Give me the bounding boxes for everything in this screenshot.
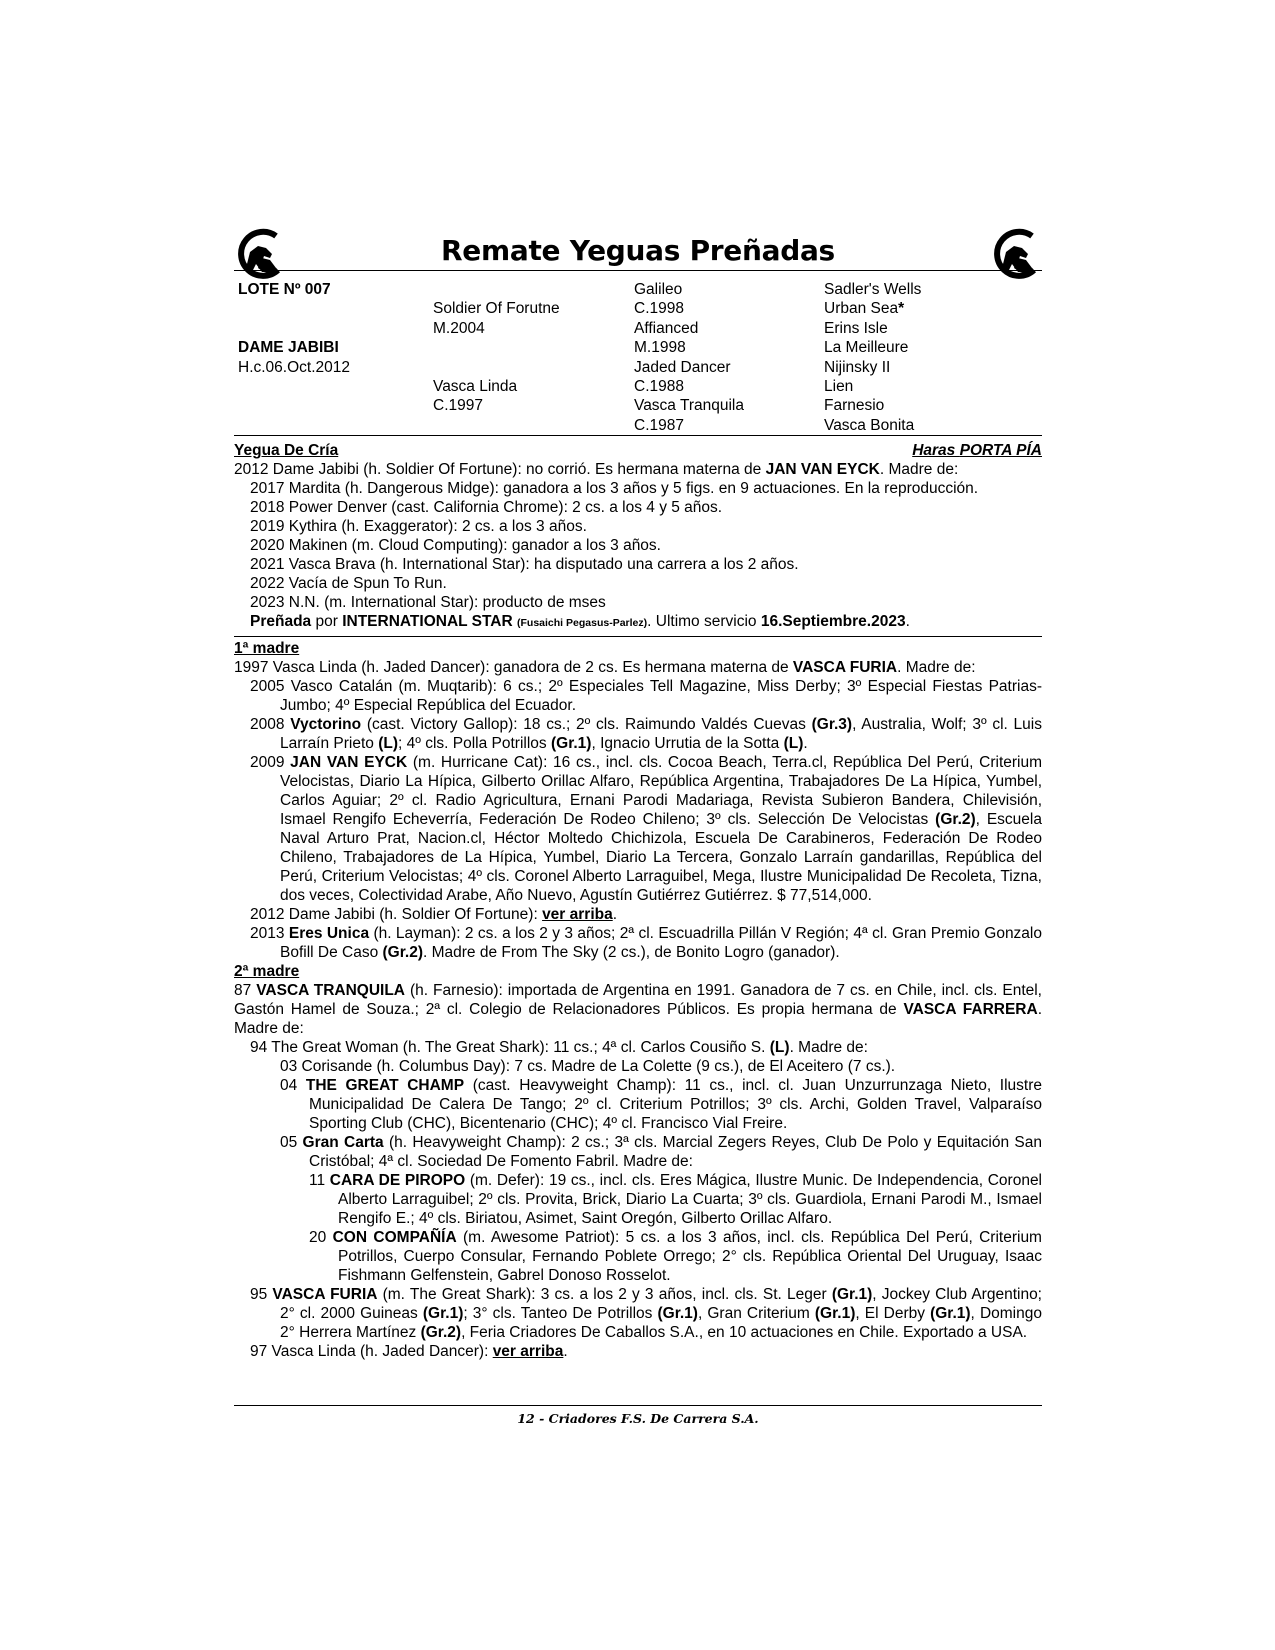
- text-bold: (Gr.1): [422, 1305, 464, 1322]
- text-bold: 16.Septiembre.2023: [760, 613, 906, 630]
- text: 11: [309, 1172, 330, 1189]
- lot-label: LOTE Nº 007: [238, 281, 331, 298]
- text-bold: THE GREAT CHAMP: [305, 1077, 465, 1094]
- text-bold: JAN VAN EYCK: [290, 754, 408, 771]
- haras-label: [912, 441, 1042, 460]
- text: 1997 Vasca Linda (h. Jaded Dancer): ganadora de 2 cs. Es hermana materna de: [234, 659, 793, 676]
- text-bold: (Gr.2): [935, 811, 976, 828]
- text-bold: JAN VAN EYCK: [765, 461, 880, 478]
- list-item: [234, 1285, 1042, 1342]
- text-small: (Fusaichi Pegasus-Parlez): [517, 617, 648, 629]
- text: , Jockey Club Argentino; 2° cl. 2000 Guineas: [280, 1286, 1042, 1322]
- gen2-item: C.1988: [634, 377, 684, 395]
- text: (cast. Heavyweight Champ): 11 cs., incl. cl. Juan Unzurrunzaga Nieto, Ilustre Municipalidad De Calera De Tango; 2º cl. Criterium Potrillos; 3º cls. Archi, Golden Travel, Valparaíso Sporting Club (CHC), Bicentenario (CHC); 4º cl. Francisco Vial Freire.: [309, 1077, 1042, 1132]
- gen3-item: Urban Sea: [824, 300, 899, 318]
- list-item: 2022 Vacía de Spun To Run.: [250, 575, 447, 592]
- text-bold: Vyctorino: [290, 716, 362, 733]
- text-bold: VASCA FURIA: [792, 659, 898, 676]
- list-item: 2005 Vasco Catalán (m. Muqtarib): 6 cs.; 2º Especiales Tell Magazine, Miss Derby; 3º Especial Fiestas Patrias-Jumbo; 4º Especial República del Ecuador.: [250, 678, 1042, 714]
- section-heading: 1ª madre: [234, 640, 300, 657]
- text: , Gran Criterium: [697, 1305, 815, 1322]
- text: . Madre de:: [789, 1039, 868, 1056]
- madre2-intro: [234, 981, 1042, 1038]
- text: (m. The Great Shark): 3 cs. a los 2 y 3 años, incl. cls. St. Leger: [377, 1286, 832, 1303]
- section-heading: Yegua De Cría: [234, 442, 339, 459]
- text: ; 4º cls. Polla Potrillos: [398, 735, 551, 752]
- list-item: [234, 715, 1042, 753]
- list-item: 2019 Kythira (h. Exaggerator): 2 cs. a los 3 años.: [250, 518, 587, 535]
- horse-info: H.c.06.Oct.2012: [238, 358, 351, 376]
- gen2-item: C.1987: [634, 416, 684, 434]
- text: 87: [234, 982, 257, 999]
- text: , Ignacio Urrutia de la Sotta: [591, 735, 784, 752]
- text: (h. Layman): 2 cs. a los 2 y 3 años; 2ª cl. Escuadrilla Pillán V Región; 4ª cl. Gran Premio Gonzalo Bofill De Caso: [280, 925, 1042, 961]
- haras-prefix: Haras: [912, 442, 960, 459]
- list-item: 2023 N.N. (m. International Star): producto de mses: [250, 594, 606, 611]
- document-body: [234, 441, 1042, 1361]
- page-title: Remate Yeguas Preñadas: [441, 234, 835, 267]
- dam-name: Vasca Linda: [433, 377, 518, 395]
- gen3-item: Sadler's Wells: [824, 281, 922, 298]
- list-item: [234, 1342, 1042, 1361]
- divider: [234, 1405, 1042, 1406]
- cria-header: [234, 441, 1042, 460]
- haras-name: PORTA PÍA: [959, 442, 1042, 459]
- text: .: [612, 906, 618, 923]
- text-bold: CARA DE PIROPO: [329, 1172, 466, 1189]
- text: . Madre de:: [879, 461, 959, 478]
- text: .: [803, 735, 808, 752]
- list-item: [234, 1038, 1042, 1057]
- text-bold: (L): [769, 1039, 790, 1056]
- text: 97 Vasca Linda (h. Jaded Dancer):: [250, 1343, 493, 1360]
- text-bold: (Gr.1): [930, 1305, 971, 1322]
- gen3-item: Lien: [824, 377, 854, 395]
- gen3-item: Vasca Bonita: [824, 416, 915, 434]
- page-footer: 12 - Criadores F.S. De Carrera S.A.: [517, 1411, 759, 1426]
- dam-info: C.1997: [433, 397, 483, 415]
- text: , Escuela Naval Arturo Prat, Nacion.cl, Héctor Moltedo Chichizola, Escuela De Carabineros, Federación De Rodeo Chileno, Trabajadores de La Hípica, Yumbel, Diario La Tercera, Gonzalo Larraín gandarillas, República del Perú, Criterium Velocistas; 4º cls. Coronel Alberto Larraguibel, Mega, Ilustre Municipalidad De Recoleta, Tizna, dos veces, Colectividad Arabe, Año Nuevo, Agustín Gutiérrez Gutiérrez. $ 77,514,000.: [280, 811, 1042, 904]
- list-item: [234, 905, 1042, 924]
- text-bold: INTERNATIONAL STAR: [342, 613, 513, 630]
- list-item: 2021 Vasca Brava (h. International Star): ha disputado una carrera a los 2 años.: [250, 556, 799, 573]
- horse-name: DAME JABIBI: [238, 339, 339, 357]
- text: , Domingo 2° Herrera Martínez: [280, 1305, 1042, 1341]
- gen2-item: Galileo: [634, 281, 683, 298]
- text-bold: (Gr.2): [420, 1324, 462, 1341]
- text-bold: Preñada: [250, 613, 312, 630]
- madre1-intro: [234, 658, 1042, 677]
- cria-intro: [234, 460, 1042, 479]
- text-bold: VASCA FURIA: [272, 1286, 378, 1303]
- text: (h. Heavyweight Champ): 2 cs.; 3ª cls. Marcial Zegers Reyes, Club De Polo y Equitación San Cristóbal; 4ª cl. Sociedad De Fomento Fabril. Madre de:: [309, 1134, 1042, 1170]
- gen2-item: M.1998: [634, 339, 686, 357]
- text: , Feria Criadores De Caballos S.A., en 10 actuaciones en Chile. Exportado a USA.: [461, 1324, 1028, 1341]
- text-bold: (L): [378, 735, 399, 752]
- text-bold: (L): [783, 735, 804, 752]
- text: 04: [280, 1077, 306, 1094]
- text: .: [905, 613, 910, 630]
- text: (m. Awesome Patriot): 5 cs. a los 3 años, incl. cls. República Del Perú, Criterium Potrillos, Cuerpo Consular, Fernando Poblete Orrego; 2° cls. República Oriental Del Uruguay, Isaac Fishmann Gelfenstein, Gabrel Donoso Rosselot.: [338, 1229, 1042, 1284]
- gen3-item: Farnesio: [824, 397, 885, 415]
- text-bold: VASCA TRANQUILA: [256, 982, 405, 999]
- text-bold: (Gr.3): [811, 716, 853, 733]
- gen2-item: C.1998: [634, 300, 684, 318]
- text: 95: [250, 1286, 273, 1303]
- text-bold: Eres Unica: [288, 925, 370, 942]
- text: 20: [309, 1229, 333, 1246]
- gen2-item: Vasca Tranquila: [634, 397, 744, 415]
- text-bold: (Gr.1): [657, 1305, 698, 1322]
- section-heading: 2ª madre: [234, 963, 300, 980]
- list-item: 03 Corisande (h. Columbus Day): 7 cs. Madre de La Colette (9 cs.), de El Aceitero (7 cs.).: [280, 1058, 896, 1075]
- text: , El Derby: [855, 1305, 931, 1322]
- gen2-item: Jaded Dancer: [634, 358, 731, 376]
- text: . Madre de:: [897, 659, 976, 676]
- text: 05: [280, 1134, 303, 1151]
- divider: [234, 435, 1042, 436]
- text: (h. Farnesio): importada de Argentina en 1991. Ganadora de 7 cs. en Chile, incl. cls. Entel, Gastón Hamel de Souza.; 2ª cl. Colegio de Relacionadores Públicos. Es propia hermana de: [234, 982, 1042, 1018]
- text: ; 3° cls. Tanteo De Potrillos: [463, 1305, 658, 1322]
- text: 2009: [250, 754, 291, 771]
- text: , Australia, Wolf; 3º cl. Luis Larraín Prieto: [280, 716, 1042, 752]
- list-item: [234, 1133, 1042, 1171]
- sire-info: M.2004: [433, 319, 485, 337]
- divider: [234, 636, 1042, 637]
- list-item: 2018 Power Denver (cast. California Chrome): 2 cs. a los 4 y 5 años.: [250, 499, 723, 516]
- see-above-link: ver arriba: [492, 1343, 564, 1360]
- text: 2012 Dame Jabibi (h. Soldier Of Fortune):: [250, 906, 543, 923]
- text: 2013: [250, 925, 289, 942]
- text-bold: (Gr.2): [382, 944, 423, 961]
- text-bold: Gran Carta: [302, 1134, 384, 1151]
- text: . Madre de:: [234, 1001, 1042, 1037]
- text: 2012 Dame Jabibi (h. Soldier Of Fortune): no corrió. Es hermana materna de: [234, 461, 766, 478]
- text: (m. Defer): 19 cs., incl. cls. Eres Mágica, Ilustre Munic. De Independencia, Coronel Alberto Larraguibel; 2º cls. Provita, Brick, Diario La Cuarta; 3º cls. Guardiola, Ernani Parodi M., Ismael Rengifo E.; 4º cls. Biriatou, Asimet, Saint Oregón, Gilberto Orillac Alfaro.: [338, 1172, 1043, 1227]
- text-bold: (Gr.1): [550, 735, 592, 752]
- text: .: [563, 1343, 568, 1360]
- list-item: [234, 1171, 1042, 1228]
- text: por: [311, 613, 343, 630]
- text: (cast. Victory Gallop): 18 cs.; 2º cls. Raimundo Valdés Cuevas: [361, 716, 812, 733]
- text: . Madre de From The Sky (2 cs.), de Bonito Logro (ganador).: [423, 944, 840, 961]
- see-above-link: ver arriba: [542, 906, 613, 923]
- sire-name: Soldier Of Forutne: [433, 300, 560, 318]
- text-bold: (Gr.1): [831, 1286, 873, 1303]
- star-mark: *: [898, 300, 905, 318]
- text: . Ultimo servicio: [647, 613, 761, 630]
- text-bold: (Gr.1): [814, 1305, 856, 1322]
- list-item: 2017 Mardita (h. Dangerous Midge): ganadora a los 3 años y 5 figs. en 9 actuaciones. En la reproducción.: [250, 480, 979, 497]
- gen2-item: Affianced: [634, 319, 699, 337]
- divider: [234, 270, 1042, 271]
- list-item: [234, 1228, 1042, 1285]
- pregnancy-line: [234, 612, 1042, 633]
- gen3-item: Nijinsky II: [824, 358, 891, 376]
- list-item: [234, 753, 1042, 905]
- list-item: [234, 924, 1042, 962]
- gen3-item: Erins Isle: [824, 319, 888, 337]
- list-item: [234, 1076, 1042, 1133]
- list-item: 2020 Makinen (m. Cloud Computing): ganador a los 3 años.: [250, 537, 661, 554]
- text-bold: CON COMPAÑÍA: [332, 1229, 457, 1246]
- text: 2008: [250, 716, 291, 733]
- text: (m. Hurricane Cat): 16 cs., incl. cls. Cocoa Beach, Terra.cl, República Del Perú, Criterium Velocistas, Diario La Hípica, Gilberto Orillac Alfaro, República Argentina, Trabajadores De La Hípica, Yumbel, Carlos Aguiar; 2º cl. Radio Agricultura, Ernani Parodi Madariaga, Revista Subieron Bandera, Chilevisión, Ismael Rengifo Echeverría, Federación De Rodeo Chileno; 3º cls. Selección De Velocistas: [280, 754, 1043, 828]
- gen3-item: La Meilleure: [824, 339, 909, 357]
- text-bold: VASCA FARRERA: [903, 1001, 1038, 1018]
- text: 94 The Great Woman (h. The Great Shark): 11 cs.; 4ª cl. Carlos Cousiño S.: [250, 1039, 770, 1056]
